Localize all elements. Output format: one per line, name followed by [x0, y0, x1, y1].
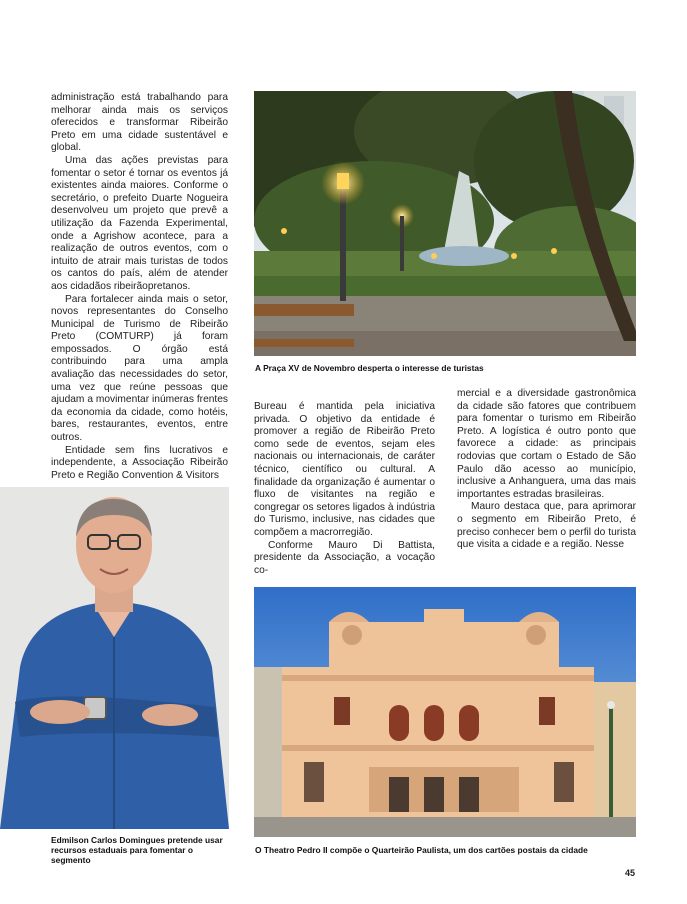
paragraph: Uma das ações previstas para fomentar o setor é tornar os eventos já existentes ainda maiores. Conforme o secretário, o prefeito Duarte Nogueira desenvolveu um projeto que prevê a utilização da Fazenda Experimental, onde a Agrishow acontece, para a realização de outros eventos, com o intuito de atrair mais turistas de todos os cantos do país, além de atender aos cidadãos ribeirãopretanos.: [51, 154, 228, 292]
paragraph: Entidade sem fins lucrativos e independente, a Associação Ribeirão Preto e Região Convention & Visitors: [51, 444, 228, 481]
article-column-2: [254, 401, 435, 577]
paragraph: mercial e a diversidade gastronômica da cidade são fatores que contribuem para fomentar o turismo em Ribeirão Preto. A logística é outro ponto que favorece a cidade: as principais rodovias que cortam o Estado de São Paulo dão acesso ao município, inclusive a Anhanguera, uma das mais importantes estradas brasileiras.: [457, 388, 636, 500]
edmilson-portrait-photo: [0, 487, 229, 829]
paragraph: Conforme Mauro Di Battista, presidente da Associação, a vocação co-: [254, 539, 435, 576]
paragraph: Para fortalecer ainda mais o setor, novos representantes do Conselho Municipal de Turismo de Ribeirão Preto (COMTURP) já foram empossados. O órgão está contribuindo para uma ampla avaliação das necessidades do setor, uma vez que reúne pessoas que ajudam a movimentar inúmeras frentes da economia da cidade, como hotéis, bares, restaurantes, eventos, entre outros.: [51, 293, 228, 444]
theatro-photo: [254, 587, 636, 837]
praca-caption: A Praça XV de Novembro desperta o interesse de turistas: [255, 363, 484, 373]
paragraph: Mauro destaca que, para aprimorar o segmento em Ribeirão Preto, é preciso conhecer bem o perfil do turista que visita a cidade e a região. Nesse: [457, 501, 636, 551]
theatro-caption: O Theatro Pedro II compõe o Quarteirão Paulista, um dos cartões postais da cidade: [255, 845, 588, 855]
caption-line: recursos estaduais para fomentar o segmento: [51, 845, 193, 865]
article-column-3: [457, 388, 636, 552]
paragraph: administração está trabalhando para melhorar ainda mais os serviços oferecidos e transformar Ribeirão Preto em uma cidade sustentável e global.: [51, 92, 228, 154]
article-column-1: [51, 92, 228, 482]
edmilson-caption: [51, 835, 231, 865]
praca-photo: [254, 91, 636, 356]
caption-line: Edmilson Carlos Domingues pretende usar: [51, 835, 223, 845]
paragraph: Bureau é mantida pela iniciativa privada. O objetivo da entidade é promover a região de Ribeirão Preto como sede de eventos, sejam eles nacionais ou internacionais, de caráter técnico, científico ou cultural. A finalidade da organização é aumentar o fluxo de visitantes na região e congregar os setores ligados à indústria do Turismo, inclusive, nas cidades que compõem a macrorregião.: [254, 401, 435, 538]
page-number: 45: [624, 868, 635, 878]
